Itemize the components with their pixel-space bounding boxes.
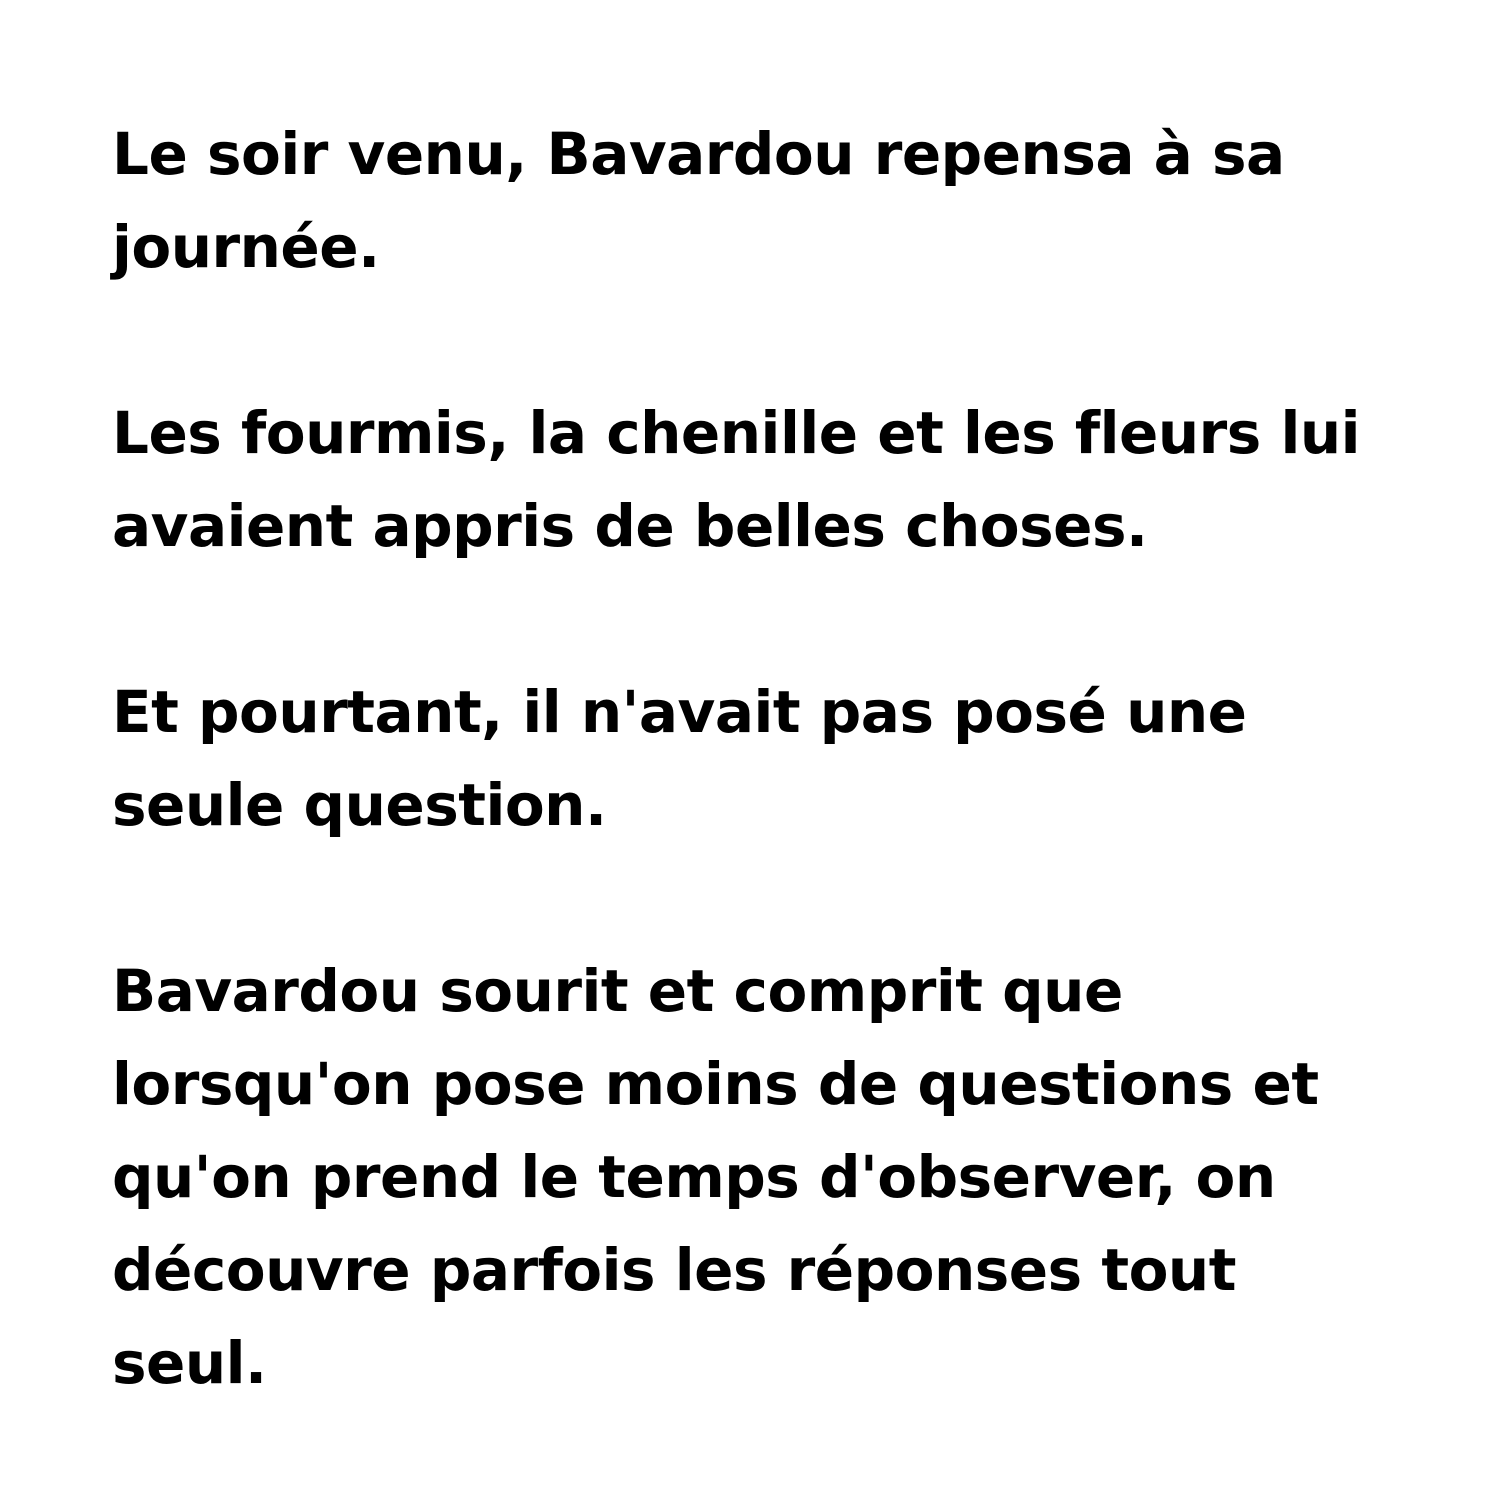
- paragraph-4-line-5: seul.: [112, 1329, 267, 1397]
- paragraph-spacer: [112, 573, 1412, 666]
- paragraph-3-line-2: seule question.: [112, 771, 607, 839]
- paragraph-spacer: [112, 294, 1412, 387]
- paragraph-4: [112, 945, 1412, 1410]
- paragraph-4-line-2: lorsqu'on pose moins de questions et: [112, 1050, 1319, 1118]
- paragraph-2-line-2: avaient appris de belles choses.: [112, 492, 1148, 560]
- story-text: [112, 108, 1412, 1410]
- paragraph-spacer: [112, 852, 1412, 945]
- paragraph-3: [112, 666, 1412, 852]
- paragraph-4-line-3: qu'on prend le temps d'observer, on: [112, 1143, 1276, 1211]
- paragraph-4-line-1: Bavardou sourit et comprit que: [112, 957, 1123, 1025]
- paragraph-1-line-2: journée.: [112, 213, 380, 281]
- paragraph-3-line-1: Et pourtant, il n'avait pas posé une: [112, 678, 1247, 746]
- paragraph-2-line-1: Les fourmis, la chenille et les fleurs lui: [112, 399, 1361, 467]
- paragraph-1: [112, 108, 1412, 294]
- paragraph-2: [112, 387, 1412, 573]
- paragraph-1-line-1: Le soir venu, Bavardou repensa à sa: [112, 120, 1285, 188]
- paragraph-4-line-4: découvre parfois les réponses tout: [112, 1236, 1236, 1304]
